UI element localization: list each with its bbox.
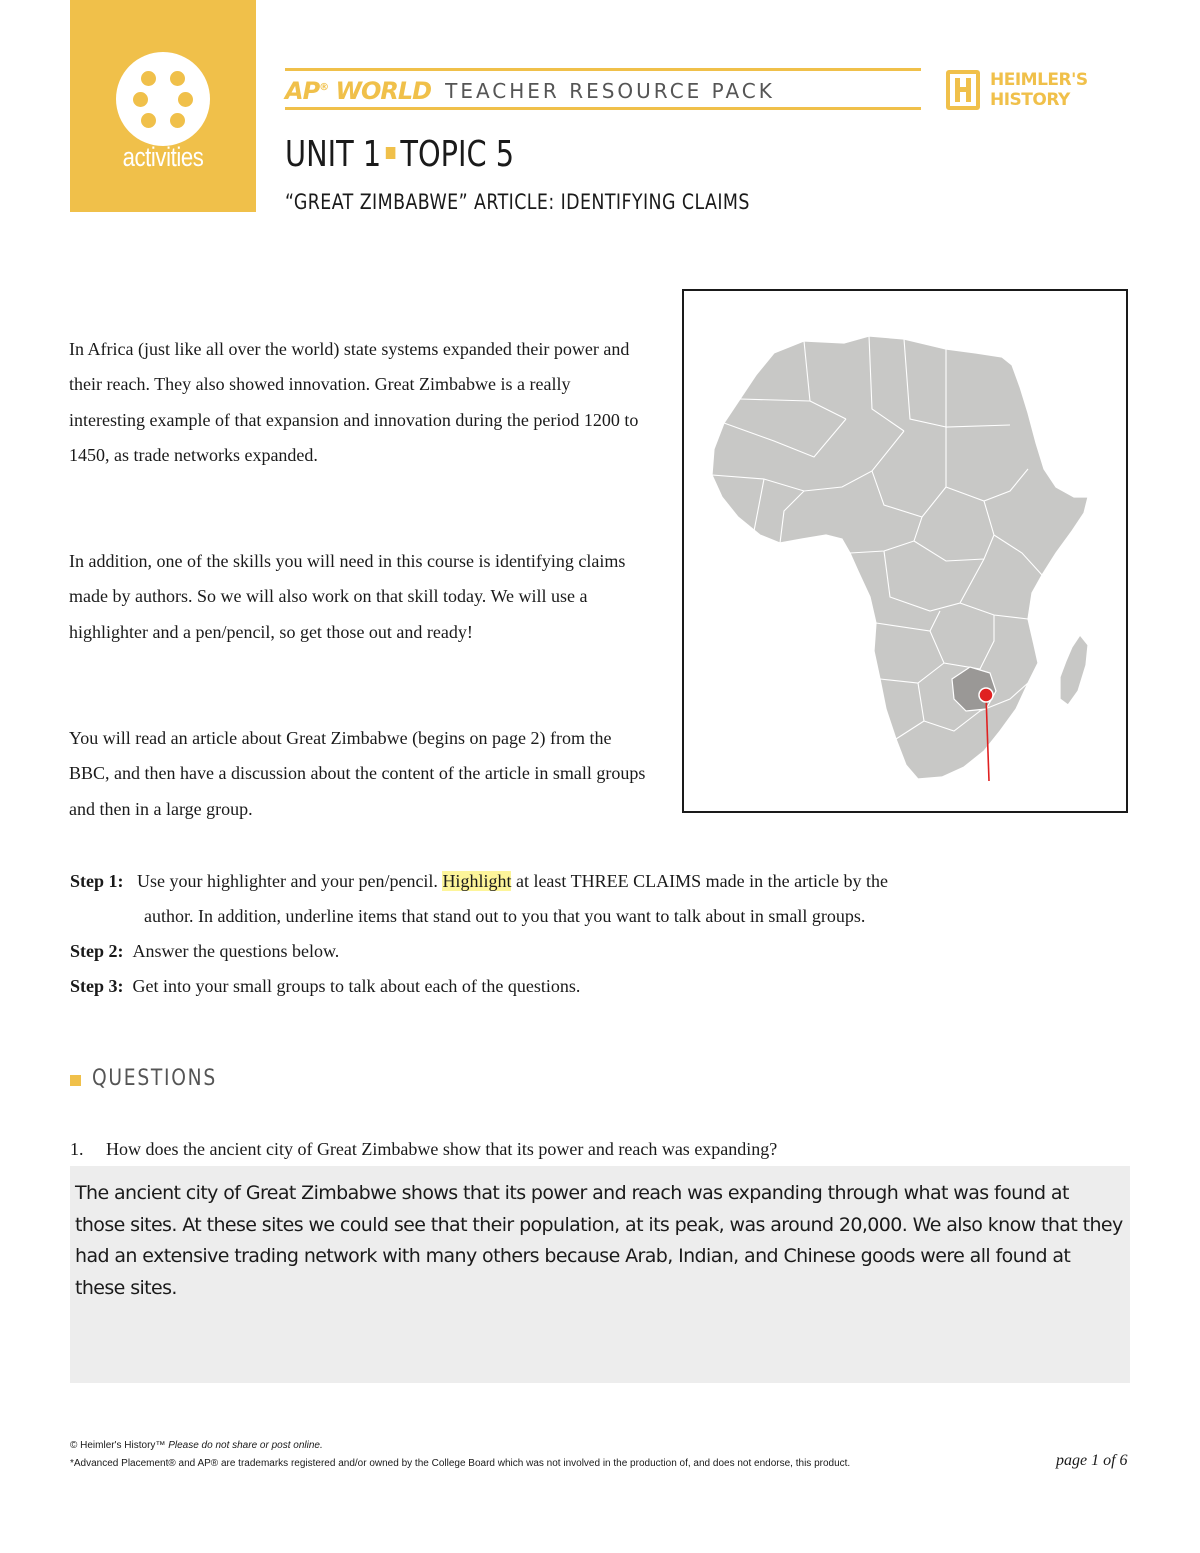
header-rule-top xyxy=(285,68,921,71)
step-1-text-a: Use your highlighter and your pen/pencil. xyxy=(137,871,443,891)
resource-pack-label: TEACHER RESOURCE PACK xyxy=(445,79,775,103)
question-1 xyxy=(70,1132,777,1167)
activities-badge xyxy=(70,0,256,212)
step-3-text: Get into your small groups to talk about each of the questions. xyxy=(132,976,581,996)
step-1-text-b: at least THREE CLAIMS made in the article by the xyxy=(511,871,889,891)
footer-trademark: *Advanced Placement® and AP® are trademarks registered and/or owned by the College Board which was not involved in the production of, and does not endorse, this product. xyxy=(70,1458,851,1469)
page-title: UNIT 1 TOPIC 5 xyxy=(285,134,515,175)
logo-text: HEIMLER'S HISTORY xyxy=(990,70,1088,110)
location-pin-icon xyxy=(979,688,993,702)
step-2 xyxy=(70,934,1130,969)
page-subtitle: “GREAT ZIMBABWE” ARTICLE: IDENTIFYING CLAIMS xyxy=(285,190,750,214)
step-1-label: Step 1: xyxy=(70,871,124,891)
questions-marker-icon xyxy=(70,1075,81,1086)
step-2-text: Answer the questions below. xyxy=(132,941,340,961)
heimlers-history-logo xyxy=(946,70,1132,112)
answer-1-text: The ancient city of Great Zimbabwe shows that its power and reach was expanding through what was found at those sites. At these sites we could see that their population, at its peak, was around 20,000. We also know that they had an extensive trading network with many others because Arab, Indian, and Chinese goods were all found at these sites. xyxy=(75,1182,1123,1299)
highlight-word: Highlight xyxy=(442,871,512,891)
africa-map-icon xyxy=(684,291,1126,811)
intro-paragraph-3: You will read an article about Great Zimbabwe (begins on page 2) from the BBC, and then have a discussion about the content of the article in small groups and then in a large group. xyxy=(69,728,646,819)
step-3 xyxy=(70,969,1130,1004)
questions-heading: QUESTIONS xyxy=(92,1066,217,1091)
step-1 xyxy=(70,864,1130,899)
question-1-number: 1. xyxy=(70,1139,84,1159)
badge-label: activities xyxy=(122,142,204,172)
footer-copyright: © Heimler's History™ Please do not share or post online. xyxy=(70,1440,323,1451)
intro-paragraph-1: In Africa (just like all over the world) state systems expanded their power and their reach. They also showed innovation. Great Zimbabwe is a really interesting example of that expansion and innovation during the period 1200 to 1450, as trade networks expanded. xyxy=(69,339,639,465)
header-rule-bottom xyxy=(285,107,921,110)
activities-icon xyxy=(116,52,210,146)
page-number: page 1 of 6 xyxy=(1056,1452,1128,1469)
step-1-continuation: author. In addition, underline items that stand out to you that you want to talk about in small groups. xyxy=(144,906,866,926)
answer-1-field[interactable] xyxy=(70,1166,1130,1383)
step-3-label: Step 3: xyxy=(70,976,124,996)
ap-world-label: AP® WORLD xyxy=(285,77,432,105)
pack-title xyxy=(285,74,775,108)
intro-paragraph-2: In addition, one of the skills you will need in this course is identifying claims made by authors. So we will also work on that skill today. We will use a highlighter and a pen/pencil, so get those out and ready! xyxy=(69,551,626,642)
africa-map xyxy=(682,289,1128,813)
question-1-text: How does the ancient city of Great Zimbabwe show that its power and reach was expanding? xyxy=(106,1139,778,1159)
step-2-label: Step 2: xyxy=(70,941,124,961)
logo-mark-icon xyxy=(946,70,980,110)
